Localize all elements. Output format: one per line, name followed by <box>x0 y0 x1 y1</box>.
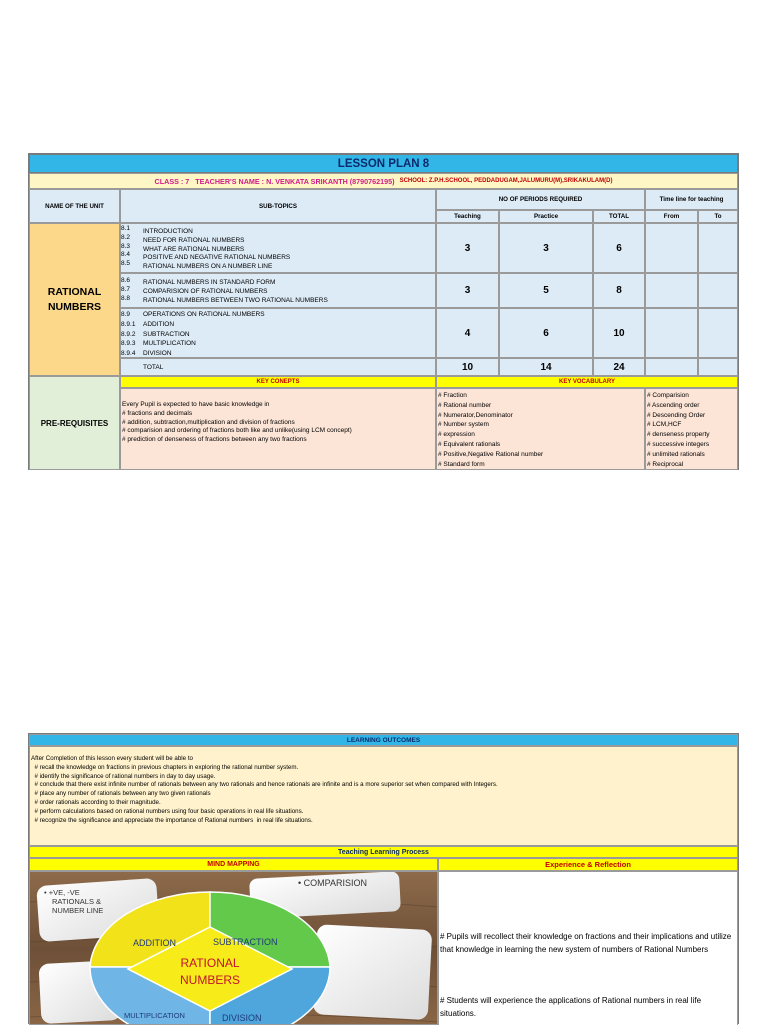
teacher-info-row <box>29 173 738 189</box>
learning-outcomes-body <box>29 746 738 846</box>
subtopic-codes: 8.9 8.9.1 8.9.2 8.9.3 8.9.4 <box>121 311 136 358</box>
vocab-item: # successive integers <box>647 440 710 448</box>
mind-mapping-header: MIND MAPPING <box>29 858 438 871</box>
subtopic-codes: 8.1 8.2 8.3 8.4 8.5 <box>121 225 131 268</box>
vocab-item: # Comparision <box>647 392 689 399</box>
subtraction-label: SUBTRACTION <box>213 937 278 947</box>
subtopics-column-header: SUB-TOPICS <box>120 189 436 223</box>
concept-line: # comparision and ordering of fractions both like and unlike(using LCM concept) <box>122 427 352 435</box>
vocab-item: # Equivalent rationals <box>438 440 501 448</box>
vocab-item: # Number system <box>438 421 489 429</box>
vocab-item: # Reciprocal <box>647 460 684 468</box>
unit-name-cell <box>29 223 120 376</box>
outcome-item: # place any number of rationals between any two given rationals <box>31 790 211 798</box>
reflection-text-2: # Students will experience the applications of Rational numbers in real life situations. <box>440 996 702 1018</box>
from-header: From <box>645 210 698 223</box>
key-concepts-body <box>120 388 436 470</box>
card-number-line: • +VE, -VE RATIONALS & NUMBER LINE <box>44 888 104 915</box>
unit-column-header: NAME OF THE UNIT <box>29 189 120 223</box>
vocab-item: # Ascending order <box>647 401 700 409</box>
learning-outcomes-table <box>28 733 739 1024</box>
total-header: TOTAL <box>593 210 645 223</box>
reflection-text-1: # Pupils will recollect their knowledge on fractions and their implications and utilize that knowledge in learning the new system of numbers of Rational Numbers <box>440 932 732 954</box>
from-cell[interactable] <box>645 273 698 308</box>
prerequisites-label: PRE-REQUISITES <box>40 418 109 428</box>
addition-label: ADDITION <box>133 938 177 948</box>
prerequisites-label-cell <box>29 376 120 470</box>
teaching-value: 3 <box>436 273 499 308</box>
total-value: 8 <box>593 273 645 308</box>
teaching-value: 4 <box>436 308 499 358</box>
mind-map-image <box>29 871 438 1025</box>
unit-name-line2: NUMBERS <box>47 300 102 313</box>
grand-total: 24 <box>593 358 645 376</box>
from-cell[interactable] <box>645 358 698 376</box>
to-cell[interactable] <box>698 358 738 376</box>
subtopic-group-1 <box>120 223 436 273</box>
vocab-item: # Positive,Negative Rational number <box>438 450 544 458</box>
concept-line: Every Pupil is expected to have basic knowledge in <box>122 401 270 408</box>
unit-name-line1: RATIONAL <box>47 285 102 298</box>
vocab-item: # expression <box>438 431 475 439</box>
vocab-item: # denseness property <box>647 431 710 439</box>
division-label: DIVISION <box>222 1013 262 1023</box>
concept-line: # fractions and decimals <box>122 409 193 417</box>
practice-value: 3 <box>499 223 593 273</box>
outcome-item: # perform calculations based on rational numbers using four basic operations in real life situations. <box>31 807 304 815</box>
subtopic-names: INTRODUCTION NEED FOR RATIONAL NUMBERS WHAT ARE RATIONAL NUMBERS POSITIVE AND NEGATIVE RATIONAL NUMBERS RATIONAL NUMBERS ON A NUMBER LINE <box>143 228 291 271</box>
to-header: To <box>698 210 738 223</box>
concept-line: # prediction of denseness of fractions between any two fractions <box>122 436 307 444</box>
vocab-item: # Fraction <box>438 392 467 399</box>
practice-header: Practice <box>499 210 593 223</box>
outcome-item: # order rationals according to their magnitude. <box>31 798 161 806</box>
outcome-item: # conclude that there exist infinite number of rationals between any two rationals and hence rationals are infinite and is a more superior set when compared with Integers. <box>31 781 498 789</box>
key-concepts-header: KEY CONEPTS <box>120 376 436 388</box>
vocab-item: # Standard form <box>438 460 485 468</box>
outcome-item: # identify the significance of rational numbers in day to day usage. <box>31 772 216 780</box>
from-cell[interactable] <box>645 223 698 273</box>
total-value: 6 <box>593 223 645 273</box>
experience-header: Experience & Reflection <box>438 858 738 871</box>
vocab-item: # LCM,HCF <box>647 421 682 429</box>
totals-label-cell <box>120 358 436 376</box>
vocab-item: # Descending Order <box>647 411 706 419</box>
teaching-header: Teaching <box>436 210 499 223</box>
to-cell[interactable] <box>698 308 738 358</box>
outcome-intro: After Completion of this lesson every student will be able to <box>31 755 193 762</box>
key-vocabulary-header: KEY VOCABULARY <box>436 376 738 388</box>
subtopic-group-3 <box>120 308 436 358</box>
topic-card <box>313 924 433 1020</box>
key-vocabulary-body-1 <box>436 388 645 470</box>
subtopic-names: OPERATIONS ON RATIONAL NUMBERS ADDITION SUBTRACTION MULTIPLICATION DIVISION <box>143 311 265 358</box>
practice-value: 6 <box>499 308 593 358</box>
outcome-item: # recognize the significance and appreciate the importance of Rational numbers in real life situations. <box>31 816 313 824</box>
from-cell[interactable] <box>645 308 698 358</box>
concept-line: # addition, subtraction,multiplication and division of fractions <box>122 418 295 426</box>
totals-label: TOTAL <box>143 364 164 371</box>
to-cell[interactable] <box>698 273 738 308</box>
teaching-value: 3 <box>436 223 499 273</box>
experience-body <box>438 871 738 1025</box>
page-title <box>29 154 738 173</box>
to-cell[interactable] <box>698 223 738 273</box>
school-text: SCHOOL: Z.P.H.SCHOOL, PEDDADUGAM,JALUMURU(M),SRIKAKULAM(D) <box>399 178 613 184</box>
tlp-header: Teaching Learning Process <box>29 846 738 858</box>
lesson-plan-table <box>28 153 739 470</box>
subtopic-group-2 <box>120 273 436 308</box>
outcome-item: # recall the knowledge on fractions in previous chapters in exploring the rational number system. <box>31 763 299 771</box>
practice-value: 5 <box>499 273 593 308</box>
card-comparision: • COMPARISION <box>298 878 367 888</box>
subtopic-names: RATIONAL NUMBERS IN STANDARD FORM COMPARISION OF RATIONAL NUMBERS RATIONAL NUMBERS BETWEEN TWO RATIONAL NUMBERS <box>143 279 328 304</box>
learning-outcomes-header: LEARNING OUTCOMES <box>29 734 738 746</box>
key-vocabulary-body-2 <box>645 388 738 470</box>
multiplication-label: MULTIPLICATION <box>124 1011 185 1020</box>
vocab-item: # Rational number <box>438 401 492 409</box>
class-teacher-text: CLASS : 7 TEACHER'S NAME : N. VENKATA SRIKANTH (8790762195) <box>154 176 395 186</box>
vocab-item: # Numerator,Denominator <box>438 411 513 419</box>
teaching-total: 10 <box>436 358 499 376</box>
lesson-title: LESSON PLAN 8 <box>337 157 430 170</box>
timeline-header: Time line for teaching <box>645 189 738 210</box>
vocab-item: # unlimited rationals <box>647 450 705 458</box>
periods-column-header: NO OF PERIODS REQUIRED <box>436 189 645 210</box>
subtopic-codes: 8.6 8.7 8.8 <box>121 277 131 302</box>
center-label: RATIONAL NUMBERS <box>179 956 240 987</box>
practice-total: 14 <box>499 358 593 376</box>
total-value: 10 <box>593 308 645 358</box>
